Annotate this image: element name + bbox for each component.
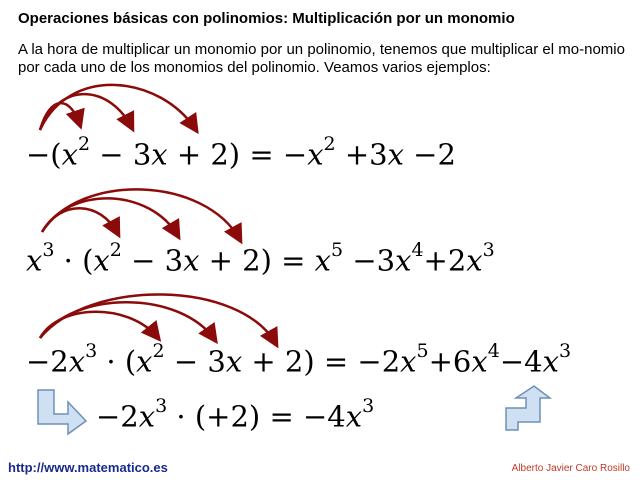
arrow-ex3-term1 xyxy=(40,312,158,338)
example-1-equation: $-(x^2 - 3x + 2) = -x^2 +3x -2$ xyxy=(26,133,456,172)
arrow-ex1-term2 xyxy=(40,94,132,130)
example-3-detail-equation: $-2x^3 \cdot (+2) = -4x^3$ xyxy=(96,395,375,434)
footer-author: Alberto Javier Caro Rosillo xyxy=(511,463,630,474)
arrow-ex2-term3 xyxy=(42,189,240,240)
arrow-ex2-term2 xyxy=(42,198,178,236)
example-3-equation: $-2x^3 \cdot (x^2 - 3x + 2) = -2x^5+6x^4-4x^3$ xyxy=(26,340,572,379)
arrow-ex3-term2 xyxy=(40,302,215,340)
down-right-arrow-icon xyxy=(36,388,88,436)
arrow-ex1-term3 xyxy=(40,85,196,130)
page-title: Operaciones básicas con polinomios: Multiplicación por un monomio xyxy=(18,10,515,27)
footer-url-link[interactable]: http://www.matematico.es xyxy=(8,460,168,475)
arrow-ex1-term1 xyxy=(40,103,80,130)
arrow-ex2-term1 xyxy=(42,208,118,234)
intro-paragraph: A la hora de multiplicar un monomio por un polinomio, tenemos que multiplicar el mo-nomio por cada uno de los monomios del polinomio. Veamos varios ejemplos: xyxy=(18,41,625,76)
up-right-arrow-icon xyxy=(504,384,552,432)
example-2-equation: $x^3 \cdot (x^2 - 3x + 2) = x^5 -3x^4+2x^3$ xyxy=(26,239,495,278)
